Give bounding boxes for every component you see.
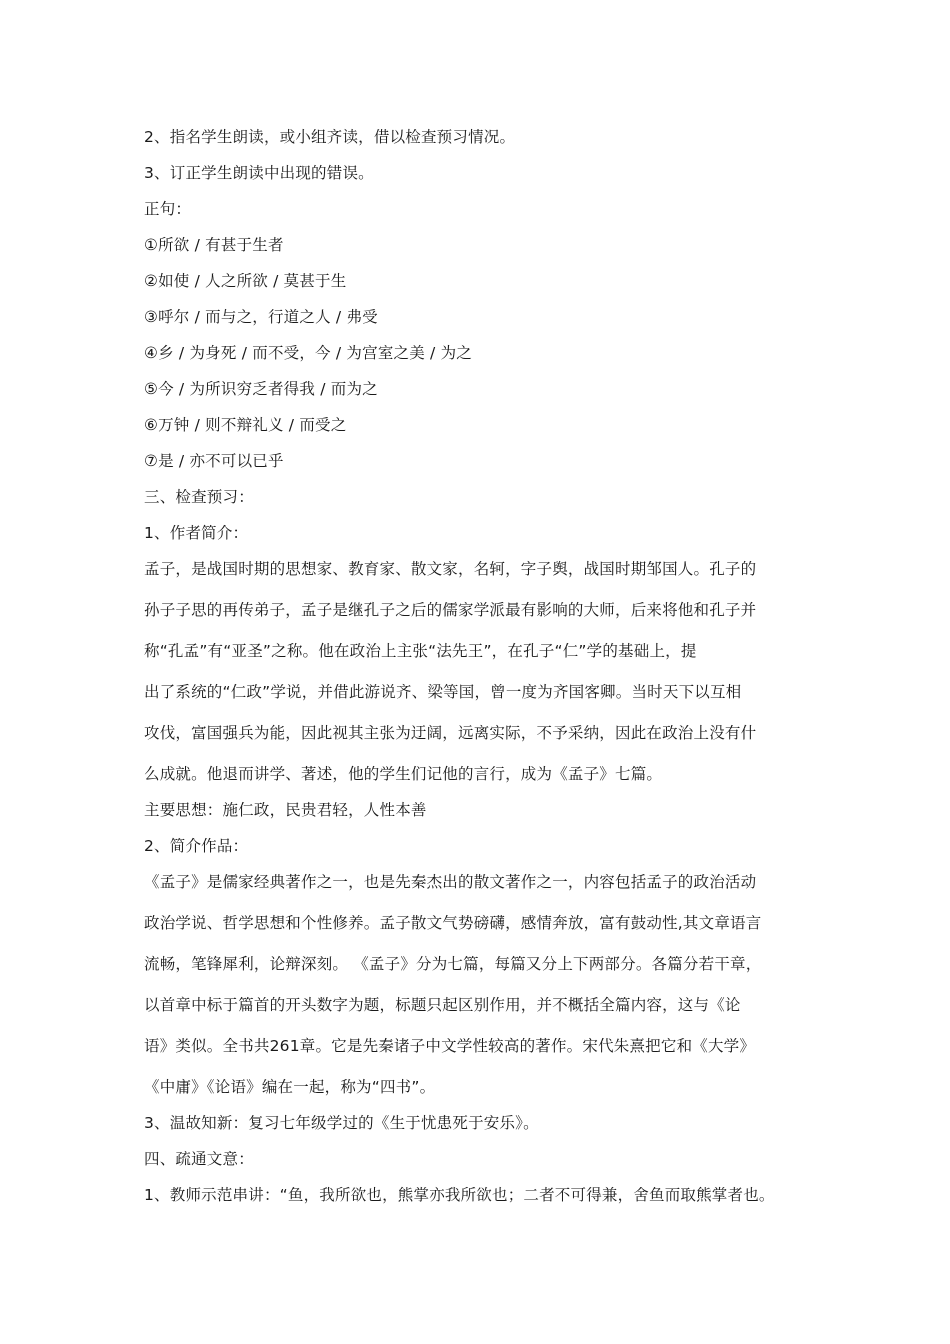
- paragraph-line: 么成就。他退而讲学、著述，他的学生们记他的言行，成为《孟子》七篇。: [144, 765, 663, 783]
- paragraph-line: 语》类似。全书共261章。它是先秦诸子中文学性较高的著作。宋代朱熹把它和《大学》: [144, 1037, 756, 1055]
- section-heading: 三、检查预习：: [144, 488, 254, 506]
- paragraph-line: 《中庸》《论语》编在一起，称为“四书”。: [144, 1078, 436, 1096]
- text-line: ③呼尔 / 而与之，行道之人 / 弗受: [144, 308, 378, 326]
- section-heading: 四、疏通文意：: [144, 1150, 254, 1168]
- text-line: ②如使 / 人之所欲 / 莫甚于生: [144, 272, 347, 290]
- paragraph-line: 《孟子》是儒家经典著作之一，也是先秦杰出的散文著作之一，内容包括孟子的政治活动: [144, 873, 757, 891]
- text-line: 2、简介作品：: [144, 837, 249, 855]
- paragraph-line: 孟子，是战国时期的思想家、教育家、散文家，名轲，字子舆，战国时期邹国人。孔子的: [144, 560, 757, 578]
- text-line: 主要思想：施仁政，民贵君轻，人性本善: [144, 801, 427, 819]
- text-line: ⑥万钟 / 则不辩礼义 / 而受之: [144, 416, 347, 434]
- text-line: 1、作者简介：: [144, 524, 249, 542]
- paragraph-line: 政治学说、哲学思想和个性修养。孟子散文气势磅礴，感情奔放，富有鼓动性,其文章语言: [144, 914, 762, 932]
- text-line: ⑦是 / 亦不可以已乎: [144, 452, 284, 470]
- text-line: 1、教师示范串讲：“鱼，我所欲也，熊掌亦我所欲也；二者不可得兼，舍鱼而取熊掌者也。: [144, 1186, 775, 1204]
- paragraph-line: 称“孔孟”有“亚圣”之称。他在政治上主张“法先王”，在孔子“仁”学的基础上，提: [144, 642, 697, 660]
- text-line: 3、订正学生朗读中出现的错误。: [144, 164, 374, 182]
- text-line: 3、温故知新：复习七年级学过的《生于忧患死于安乐》。: [144, 1114, 539, 1132]
- paragraph-line: 攻伐，富国强兵为能，因此视其主张为迂阔，远离实际，不予采纳，因此在政治上没有什: [144, 724, 757, 742]
- text-line: ⑤今 / 为所识穷乏者得我 / 而为之: [144, 380, 378, 398]
- paragraph-line: 流畅，笔锋犀利，论辩深刻。 《孟子》分为七篇，每篇又分上下两部分。各篇分若干章，: [144, 955, 762, 973]
- paragraph-line: 以首章中标于篇首的开头数字为题，标题只起区别作用，并不概括全篇内容，这与《论: [144, 996, 741, 1014]
- text-line: 正句：: [144, 200, 192, 218]
- paragraph-line: 出了系统的“仁政”学说，并借此游说齐、梁等国，曾一度为齐国客卿。当时天下以互相: [144, 683, 742, 701]
- text-line: ①所欲 / 有甚于生者: [144, 236, 284, 254]
- paragraph-line: 孙子子思的再传弟子，孟子是继孔子之后的儒家学派最有影响的大师，后来将他和孔子并: [144, 601, 757, 619]
- text-line: 2、指名学生朗读，或小组齐读，借以检查预习情况。: [144, 128, 516, 146]
- text-line: ④乡 / 为身死 / 而不受，今 / 为宫室之美 / 为之: [144, 344, 473, 362]
